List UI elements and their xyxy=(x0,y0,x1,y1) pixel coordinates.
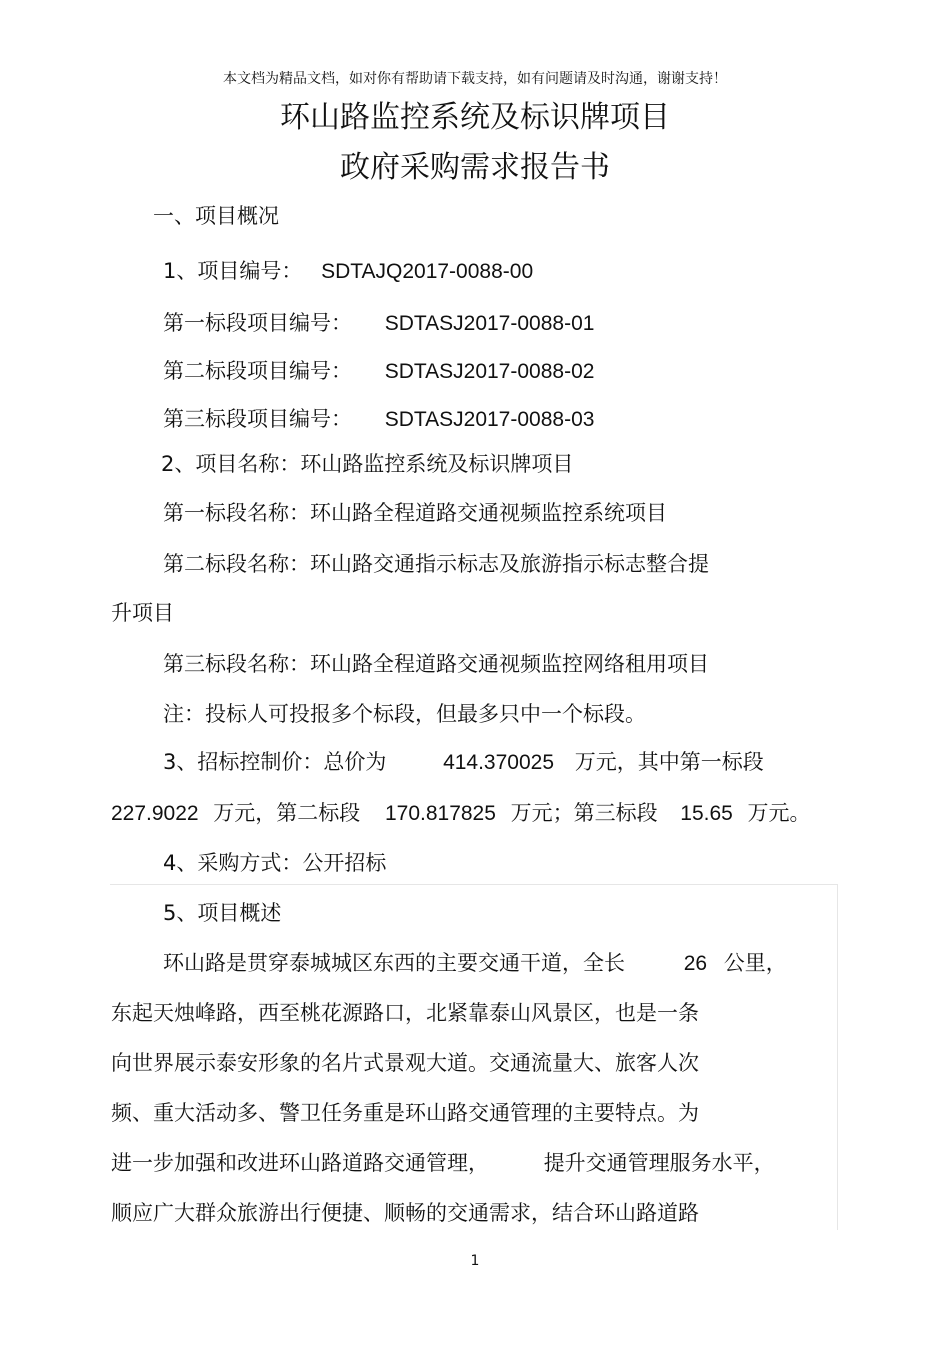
overview-heading: 5、项目概述 xyxy=(163,901,282,925)
price-unit-text: 万元，其中第一标段 xyxy=(574,750,764,774)
overview-line-2: 东起天烛峰路，西至桃花源路口，北紧靠泰山风景区，也是一条 xyxy=(111,1001,699,1025)
frame-border-right xyxy=(837,884,838,1230)
document-subtitle: 政府采购需求报告书 xyxy=(340,150,610,185)
overview-line-6: 顺应广大群众旅游出行便捷、顺畅的交通需求，结合环山路道路 xyxy=(111,1201,699,1225)
procurement-method: 4、采购方式：公开招标 xyxy=(163,851,387,875)
lot1-name: 第一标段名称：环山路全程道路交通视频监控系统项目 xyxy=(163,501,667,525)
price-label: 3、招标控制价：总价为 xyxy=(163,750,387,774)
project-code-line xyxy=(163,257,533,286)
overview-line-4: 频、重大活动多、警卫任务重是环山路交通管理的主要特点。为 xyxy=(111,1101,699,1125)
lot1-code-line xyxy=(163,309,594,338)
frame-border-top xyxy=(110,884,837,885)
lot2-name: 第二标段名称：环山路交通指示标志及旅游指示标志整合提 xyxy=(163,552,709,576)
overview-text-5b: 提升交通管理服务水平， xyxy=(543,1151,775,1175)
document-title: 环山路监控系统及标识牌项目 xyxy=(280,100,670,135)
lot2-code-line xyxy=(163,357,594,386)
lot2-price: 170.817825 xyxy=(384,802,496,825)
lot2-code-label: 第二标段项目编号： xyxy=(163,359,352,383)
overview-line-3: 向世界展示泰安形象的名片式景观大道。交通流量大、旅客人次 xyxy=(111,1051,699,1075)
lot3-code-label: 第三标段项目编号： xyxy=(163,407,352,431)
overview-line-1 xyxy=(163,949,787,978)
lot1-price: 227.9022 xyxy=(111,802,199,825)
overview-text-1b: 公里， xyxy=(723,951,787,975)
lot3-price: 15.65 xyxy=(680,802,733,825)
road-length: 26 xyxy=(683,952,708,975)
lot2-price-label: 万元，第二标段 xyxy=(213,801,361,825)
lot3-code: SDTASJ2017-0088-03 xyxy=(384,408,595,431)
project-code-label: 1、项目编号： xyxy=(163,259,303,283)
price-line-1 xyxy=(163,748,764,777)
lot2-name-continued: 升项目 xyxy=(111,601,174,625)
lot1-code: SDTASJ2017-0088-01 xyxy=(384,312,595,335)
lot3-price-unit: 万元。 xyxy=(747,801,811,825)
bid-note: 注：投标人可投报多个标段，但最多只中一个标段。 xyxy=(163,702,646,726)
page-number: 1 xyxy=(470,1253,480,1269)
total-price: 414.370025 xyxy=(443,751,555,774)
header-note: 本文档为精品文档，如对你有帮助请下载支持，如有问题请及时沟通，谢谢支持！ xyxy=(223,71,727,87)
overview-text-1a: 环山路是贯穿泰城城区东西的主要交通干道，全长 xyxy=(163,951,625,975)
project-code: SDTAJQ2017-0088-00 xyxy=(321,260,534,283)
section-heading: 一、项目概况 xyxy=(153,204,279,228)
lot3-code-line xyxy=(163,405,594,434)
project-name: 2、项目名称：环山路监控系统及标识牌项目 xyxy=(161,452,574,476)
lot1-code-label: 第一标段项目编号： xyxy=(163,311,352,335)
lot3-price-label: 万元；第三标段 xyxy=(510,801,658,825)
lot2-code: SDTASJ2017-0088-02 xyxy=(384,360,595,383)
price-line-2 xyxy=(111,799,811,828)
lot3-name: 第三标段名称：环山路全程道路交通视频监控网络租用项目 xyxy=(163,652,709,676)
overview-text-5a: 进一步加强和改进环山路道路交通管理， xyxy=(111,1151,489,1175)
overview-line-5 xyxy=(111,1149,775,1177)
